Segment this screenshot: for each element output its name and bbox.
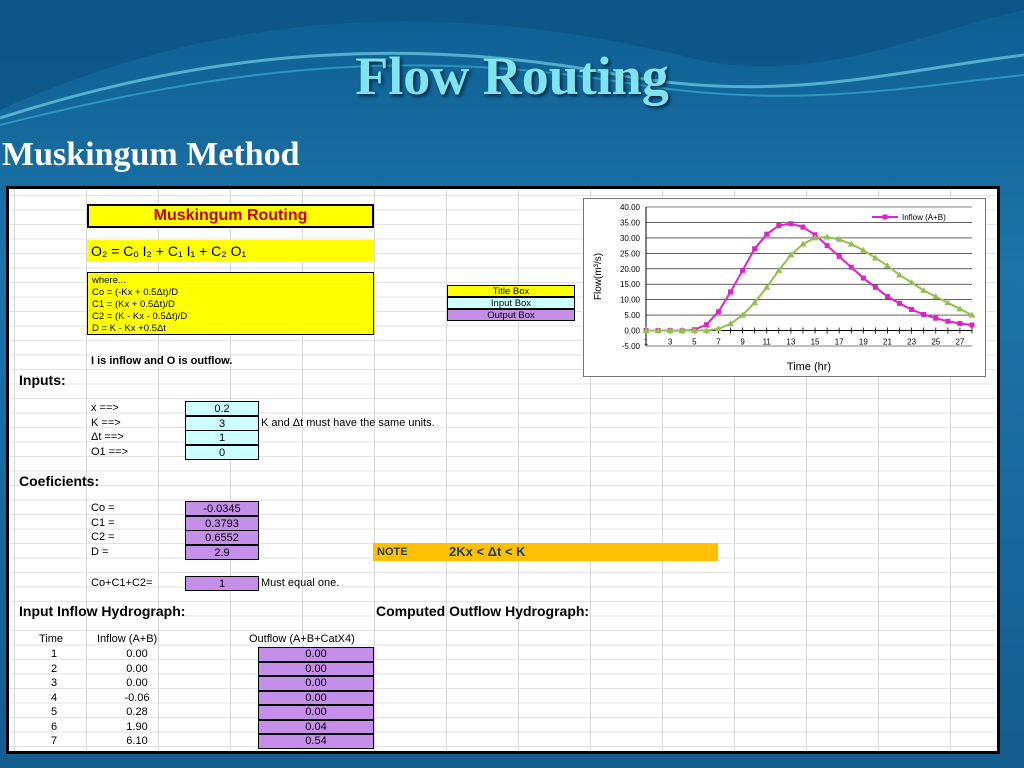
x-tick-label: 23 <box>907 337 917 347</box>
input-k[interactable]: 3 <box>185 416 259 431</box>
cell-inflow: 0.00 <box>126 677 148 689</box>
inflow-point <box>849 265 854 270</box>
cell-inflow: 0.00 <box>126 662 148 675</box>
x-axis-label: Time (hr) <box>786 361 832 373</box>
inflow-point <box>740 268 745 273</box>
sum-value: 1 <box>185 576 259 591</box>
inflow-point <box>764 232 769 237</box>
inflow-point <box>837 254 842 259</box>
y-tick-label: 20.00 <box>619 264 640 274</box>
inflow-point <box>957 321 962 326</box>
cell-inflow: 1.90 <box>126 720 148 733</box>
sum-note: Must equal one. <box>261 577 340 589</box>
cell-outflow: 0.54 <box>258 734 374 749</box>
inflow-point <box>861 276 866 281</box>
coef-c2: 0.6552 <box>185 530 259 545</box>
inflow-point <box>909 307 914 312</box>
col-header-time: Time <box>39 633 64 645</box>
cell-outflow: 0.00 <box>258 647 374 662</box>
y-tick-label: 25.00 <box>619 249 640 259</box>
units-note: K and Δt must have the same units. <box>261 417 435 429</box>
coef-d: 2.9 <box>185 545 259 560</box>
y-tick-label: -5.00 <box>621 342 640 351</box>
coef-label-c2: C2 = <box>91 531 115 543</box>
inflow-point <box>825 243 830 248</box>
where-line: C1 = (Kx + 0.5Δt)/D <box>92 299 175 310</box>
input-label-o1: O1 ==> <box>91 446 129 458</box>
table-row <box>9 676 409 691</box>
cell-outflow: 0.00 <box>258 676 374 691</box>
routing-equation: O₂ = Cₒ I₂ + C₁ I₁ + C₂ O₁ <box>87 240 374 262</box>
x-tick-label: 17 <box>834 337 844 347</box>
input-x[interactable]: 0.2 <box>185 401 259 416</box>
input-dt[interactable]: 1 <box>185 430 259 445</box>
input-o1[interactable]: 0 <box>185 445 259 460</box>
input-label-dt: Δt ==> <box>91 431 124 443</box>
y-tick-label: 5.00 <box>624 311 640 321</box>
inflow-point <box>728 289 733 294</box>
table-row <box>9 662 409 677</box>
y-tick-label: 35.00 <box>619 218 640 228</box>
inflow-point <box>885 294 890 299</box>
where-definitions <box>87 272 374 335</box>
x-tick-label: 9 <box>740 337 745 347</box>
coef-co: -0.0345 <box>185 501 259 516</box>
outflow-header: Computed Outflow Hydrograph: <box>376 603 590 619</box>
table-row <box>9 720 409 735</box>
cell-time: 3 <box>50 677 58 689</box>
y-axis-label: Flow(m³/s) <box>593 252 604 301</box>
x-tick-label: 19 <box>858 337 868 347</box>
coefficients-header: Coeficients: <box>19 473 100 489</box>
cell-time: 5 <box>50 706 58 718</box>
muskingum-title-box: Muskingum Routing <box>87 204 374 228</box>
flow-chart <box>583 198 986 377</box>
cell-inflow: -0.06 <box>124 691 150 704</box>
where-line: Co = (-Kx + 0.5Δt)/D <box>92 287 179 298</box>
y-tick-label: 30.00 <box>619 233 640 243</box>
coef-label-d: D = <box>91 546 109 558</box>
inflow-header: Input Inflow Hydrograph: <box>19 603 186 619</box>
input-label-x: x ==> <box>91 402 119 414</box>
col-header-inflow: Inflow (A+B) <box>97 633 158 645</box>
cell-time: 7 <box>50 735 58 747</box>
sum-label: Co+C1+C2= <box>91 577 153 589</box>
table-row <box>9 691 409 706</box>
cell-outflow: 0.04 <box>258 720 374 735</box>
inflow-point <box>970 322 975 327</box>
inflow-point <box>776 223 781 228</box>
coef-label-co: Co = <box>91 502 115 514</box>
y-tick-label: 0.00 <box>624 326 640 336</box>
flow-chart-svg <box>584 199 985 376</box>
note-text: 2Kx < Δt < K <box>449 544 526 559</box>
input-label-k: K ==> <box>91 417 121 429</box>
note-bar <box>373 543 718 561</box>
x-tick-label: 27 <box>955 337 965 347</box>
cell-time: 2 <box>50 662 58 675</box>
x-tick-label: 13 <box>786 337 796 347</box>
x-tick-label: 21 <box>883 337 892 347</box>
inflow-point <box>716 309 721 314</box>
cell-inflow: 0.00 <box>126 648 148 660</box>
inflow-point <box>933 316 938 321</box>
legend-title-box: Title Box <box>447 285 575 297</box>
coef-label-c1: C1 = <box>91 517 115 529</box>
x-tick-label: 7 <box>716 337 721 347</box>
cell-time: 6 <box>50 720 58 733</box>
inflow-point <box>897 301 902 306</box>
table-row <box>9 705 409 720</box>
y-tick-label: 10.00 <box>619 295 640 305</box>
legend-label: Inflow (A+B) <box>902 213 946 222</box>
where-line: where... <box>92 275 126 286</box>
legend-marker <box>883 215 888 220</box>
inflow-point <box>704 322 709 327</box>
where-line: C2 = (K - Kx - 0.5Δt)/D <box>92 311 188 322</box>
cell-time: 1 <box>50 648 58 660</box>
legend-output-box: Output Box <box>447 309 575 321</box>
inflow-point <box>800 225 805 230</box>
where-line: D = K - Kx +0.5Δt <box>92 323 166 334</box>
coef-c1: 0.3793 <box>185 516 259 531</box>
cell-outflow: 0.00 <box>258 691 374 706</box>
cell-inflow: 0.28 <box>126 706 148 718</box>
table-row <box>9 734 409 749</box>
legend-input-box: Input Box <box>447 297 575 309</box>
x-tick-label: 3 <box>667 337 673 347</box>
cell-inflow: 6.10 <box>126 735 148 747</box>
inflow-point <box>752 246 757 251</box>
y-tick-label: 15.00 <box>619 280 640 290</box>
hydrograph-table <box>9 647 409 749</box>
col-header-outflow: Outflow (A+B+CatX4) <box>249 633 355 645</box>
inputs-header: Inputs: <box>19 372 66 388</box>
cell-outflow: 0.00 <box>258 705 374 720</box>
y-tick-label: 40.00 <box>619 203 640 212</box>
x-tick-label: 5 <box>692 337 697 347</box>
spreadsheet-screenshot <box>6 186 1000 754</box>
x-tick-label: 11 <box>762 337 771 347</box>
x-tick-label: 1 <box>643 337 649 347</box>
cell-outflow: 0.00 <box>258 662 374 677</box>
slide-title: Flow Routing <box>355 46 669 106</box>
inflow-point <box>873 285 878 290</box>
io-note: I is inflow and O is outflow. <box>91 355 233 367</box>
inflow-point <box>788 221 793 226</box>
note-label: NOTE <box>377 546 408 558</box>
slide-subtitle: Muskingum Method <box>2 136 300 173</box>
x-tick-label: 25 <box>931 337 941 347</box>
inflow-point <box>945 319 950 324</box>
inflow-point <box>921 312 926 317</box>
table-row <box>9 647 409 662</box>
cell-time: 4 <box>50 691 58 704</box>
x-tick-label: 15 <box>810 337 820 347</box>
